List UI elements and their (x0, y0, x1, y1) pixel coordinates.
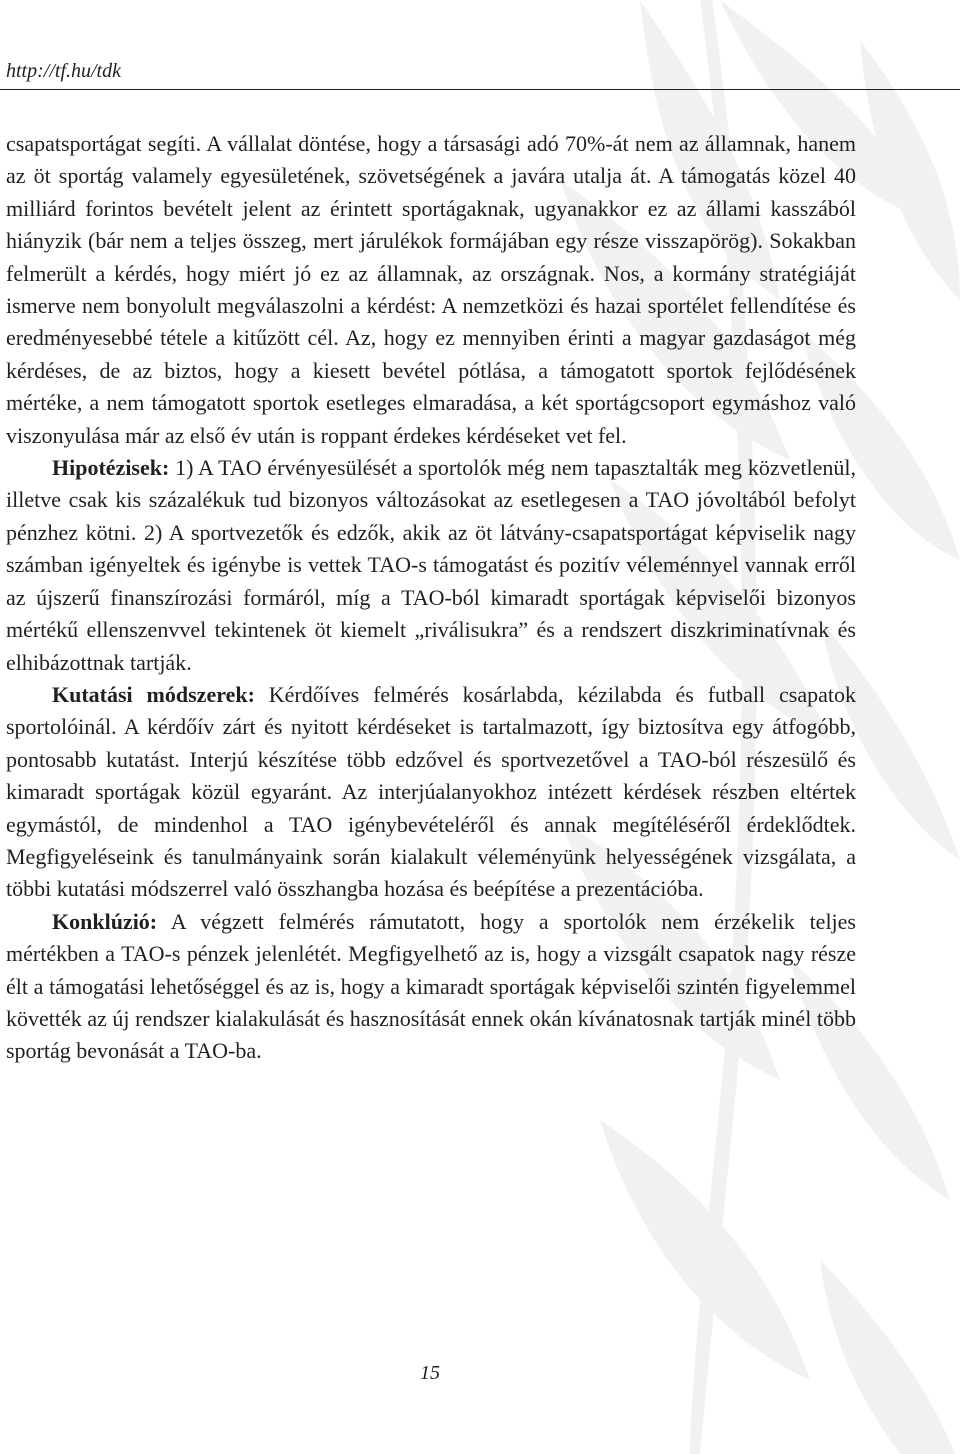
hypotheses-text: 1) A TAO érvényesülését a sportolók még nem tapasztalták meg közvetlenül, illetve csak kis százalékuk tud bizonyos változásokat az esetlegesen a TAO jóvoltából befolyt pénzhez kötni. 2) A sportvezetők és edzők, akik az öt látvány-csapatsportágat képviselik nagy számban igényeltek és igénybe is vettek TAO-s támogatást és pozitív véleménnyel vannak erről az újszerű finanszírozási formáról, míg a TAO-ból kimaradt sportágak képviselői bizonyos mértékű ellenszenvvel tekintenek öt kiemelt „riválisukra” és a rendszert diszkriminatívnak és elhibázottnak tartják. (6, 455, 856, 675)
conclusion-heading: Konklúzió: (52, 908, 158, 934)
body-text (6, 128, 856, 1068)
header-rule (0, 89, 960, 90)
methods-text: Kérdőíves felmérés kosárlabda, kézilabda és futball csapatok sportolóinál. A kérdőív zárt és nyitott kérdéseket is tartalmazott, így biztosítva egy átfogóbb, pontosabb kutatást. Interjú készítése több edzővel és sportvezetővel a TAO-ból részesülő és kimaradt sportágak közül egyaránt. Az interjúalanyokhoz intézett kérdések részben eltértek egymástól, de mindenhol a TAO igénybevételéről és annak megítéléséről érdeklődtek. Megfigyeléseink és tanulmányaink során kialakult véleményünk helyességének vizsgálata, a többi kutatási módszerrel való összhangba hozása és beépítése a prezentációba. (6, 681, 856, 902)
paragraph-conclusion (6, 906, 856, 1068)
page-header (0, 58, 960, 98)
paragraph-methods (6, 679, 856, 906)
paragraph-hypotheses (6, 452, 856, 679)
paragraph-intro: csapatsportágat segíti. A vállalat döntése, hogy a társasági adó 70%-át nem az államnak, hanem az öt sportág valamely egyesületének, szövetségének a javára utalja át. A támogatás közel 40 milliárd forintos bevételt jelent az érintett sportágaknak, ugyanakkor ez az állami kasszából hiányzik (bár nem a teljes összeg, mert járulékok formájában egy része visszapörög). Sokakban felmerült a kérdés, hogy miért jó ez az államnak, az országnak. Nos, a kormány stratégiáját ismerve nem bonyolult megválaszolni a kérdést: A nemzetközi és hazai sportélet fellendítése és eredményesebbé tétele a kitűzött cél. Az, hogy ez mennyiben érinti a magyar gazdaságot még kérdéses, de az biztos, hogy a kiesett bevétel pótlása, a támogatott sportok fejlődésének mértéke, a nem támogatott sportok esetleges elmaradása, a két sportágcsoport egymáshoz való viszonyulása már az első év után is roppant érdekes kérdéseket vet fel. (6, 131, 856, 448)
page-number: 15 (420, 1362, 440, 1384)
hypotheses-heading: Hipotézisek: (52, 455, 170, 481)
header-url: http://tf.hu/tdk (6, 60, 121, 82)
methods-heading: Kutatási módszerek: (52, 681, 255, 707)
conclusion-text: A végzett felmérés rámutatott, hogy a sportolók nem érzékelik teljes mértékben a TAO-s pénzek jelenlétét. Megfigyelhető az is, hogy a vizsgált csapatok nagy része élt a támogatási lehetőséggel és az is, hogy a kimaradt sportágak képviselői szintén figyelemmel követték az új rendszer kialakulását és hasznosítását ennek okán kívánatosnak tartják minél több sportág bevonását a TAO-ba. (6, 908, 856, 1064)
